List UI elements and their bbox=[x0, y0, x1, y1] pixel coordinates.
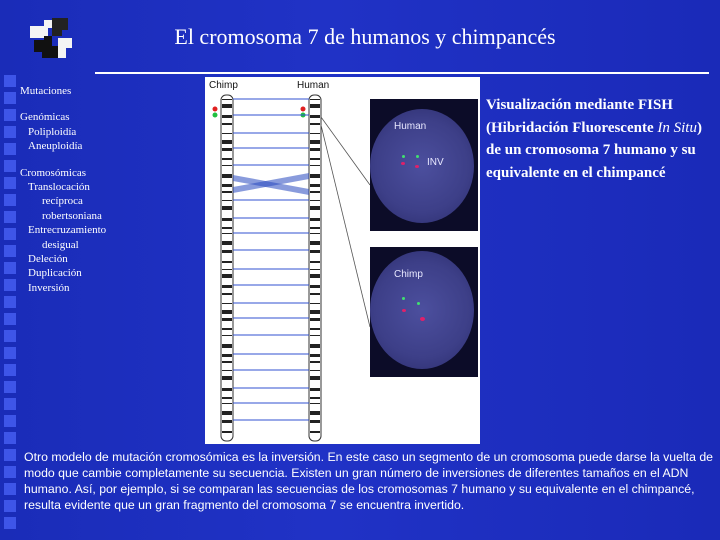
chromosome-band bbox=[310, 184, 320, 187]
chromosome-band bbox=[222, 148, 232, 151]
chromosome-band bbox=[222, 250, 232, 253]
chromosome-band bbox=[222, 206, 232, 210]
chromosome-band bbox=[310, 123, 320, 125]
chromosome-band bbox=[222, 397, 232, 399]
chromosome-band bbox=[310, 206, 320, 210]
chromosome-band bbox=[222, 376, 232, 380]
chromosome-band bbox=[222, 123, 232, 125]
decorative-square bbox=[4, 313, 16, 325]
outline-entrecruzamiento[interactable]: Entrecruzamiento bbox=[28, 224, 107, 237]
chromosome-band bbox=[222, 261, 232, 263]
fish-figure bbox=[205, 77, 480, 444]
chromosome-band bbox=[310, 344, 320, 348]
chromosome-band bbox=[310, 388, 320, 391]
chromosome-band bbox=[222, 241, 232, 245]
chromosome-band bbox=[222, 191, 232, 193]
decorative-square bbox=[4, 347, 16, 359]
chromosome-band bbox=[310, 431, 320, 433]
decorative-square bbox=[4, 143, 16, 155]
decorative-square bbox=[4, 92, 16, 104]
chromosome-band bbox=[222, 388, 232, 391]
figure-label-chimp: Chimp bbox=[209, 80, 238, 91]
body-paragraph: Otro modelo de mutación cromosómica es la inversión. En este caso un segmento de un cromosoma puede darse la vuelta de modo que cambie completamente su secuencia. Existen un gran número de inversiones de diferentes tamaños en el ADN humano. Así, por ejemplo, si se comparan las secuencias de los cromosomas 7 humano y su equivalente en el chimpancé, resulta evidente que un gran fragmento del cromosoma 7 se encuentra invertido. bbox=[24, 450, 713, 512]
fish-label-inv: INV bbox=[427, 157, 444, 168]
chromosome-band bbox=[310, 227, 320, 229]
chromosome-band bbox=[310, 99, 320, 100]
decorative-square bbox=[4, 228, 16, 240]
chromosome-band bbox=[310, 318, 320, 321]
chromosome-band bbox=[310, 397, 320, 399]
outline-mutaciones[interactable]: Mutaciones bbox=[20, 85, 72, 97]
outline-desigual: desigual bbox=[42, 238, 79, 251]
chromosome-band bbox=[222, 354, 232, 357]
chromosome-band bbox=[222, 165, 232, 166]
caption-part2: ) de un cromosoma 7 humano y su equivalente en el chimpancé bbox=[486, 119, 702, 181]
slide-title: El cromosoma 7 de humanos y chimpancés bbox=[174, 24, 556, 49]
chromosome-band bbox=[310, 261, 320, 263]
chromosome-band bbox=[222, 310, 232, 314]
chromosome-band bbox=[310, 165, 320, 166]
decorative-square bbox=[4, 177, 16, 189]
decorative-square bbox=[4, 381, 16, 393]
decorative-square bbox=[4, 109, 16, 121]
title-divider bbox=[95, 72, 709, 74]
puzzle-pieces-logo bbox=[22, 12, 80, 66]
outline-duplicacion[interactable]: Duplicación bbox=[28, 267, 82, 280]
chromosome-band bbox=[310, 269, 320, 270]
chromosome-band bbox=[222, 293, 232, 295]
outline-cromosomicas[interactable]: Cromosómicas bbox=[20, 166, 86, 179]
chromosome-band bbox=[310, 158, 320, 160]
chromosome-band bbox=[310, 403, 320, 404]
figure-caption bbox=[486, 94, 710, 184]
chromosome-band bbox=[222, 158, 232, 160]
outline-translocacion[interactable]: Translocación bbox=[28, 181, 90, 194]
chromosome-band bbox=[310, 274, 320, 278]
decorative-square bbox=[4, 330, 16, 342]
outline-poliploidia[interactable]: Poliploidía bbox=[28, 125, 77, 138]
decorative-square bbox=[4, 245, 16, 257]
topic-outline bbox=[20, 84, 106, 295]
chromosome-band bbox=[310, 148, 320, 151]
chromosome-band bbox=[222, 285, 232, 288]
chromosome-band bbox=[310, 310, 320, 314]
chromosome-band bbox=[310, 370, 320, 371]
decorative-square bbox=[4, 296, 16, 308]
chromosome-ideograms bbox=[205, 77, 375, 444]
chromosome-band bbox=[310, 420, 320, 423]
decorative-square bbox=[4, 398, 16, 410]
chromosome-band bbox=[310, 285, 320, 288]
chromosome-band bbox=[222, 115, 232, 118]
chromosome-band bbox=[222, 133, 232, 134]
fish-label-chimp: Chimp bbox=[394, 269, 423, 280]
fish-panel-chimp bbox=[370, 247, 478, 377]
chromosome-band bbox=[222, 370, 232, 371]
decorative-square bbox=[4, 364, 16, 376]
decorative-square bbox=[4, 466, 16, 478]
chromosome-band bbox=[222, 420, 232, 423]
chromosome-band bbox=[310, 115, 320, 118]
chromosome-band bbox=[222, 233, 232, 234]
chromosome-band bbox=[222, 184, 232, 187]
chromosome-band bbox=[310, 174, 320, 178]
outline-robertsoniana: robertsoniana bbox=[42, 209, 102, 222]
chromosome-band bbox=[310, 233, 320, 234]
decorative-square bbox=[4, 432, 16, 444]
chromosome-band bbox=[310, 218, 320, 221]
outline-reciproca: recíproca bbox=[42, 195, 83, 208]
decorative-square-strip bbox=[0, 75, 20, 540]
outline-aneuploidia[interactable]: Aneuploidía bbox=[28, 140, 83, 153]
fish-label-human: Human bbox=[394, 121, 427, 132]
decorative-square bbox=[4, 160, 16, 172]
chromosome-band bbox=[222, 344, 232, 348]
caption-italic: In Situ bbox=[657, 119, 697, 136]
chromosome-band bbox=[222, 274, 232, 278]
outline-delecion[interactable]: Deleción bbox=[28, 253, 68, 266]
chromosome-band bbox=[222, 174, 232, 178]
chromosome-band bbox=[310, 303, 320, 304]
chromosome-band bbox=[222, 328, 232, 330]
decorative-square bbox=[4, 279, 16, 291]
chromosome-band bbox=[222, 431, 232, 433]
decorative-square bbox=[4, 483, 16, 495]
chromosome-band bbox=[222, 403, 232, 404]
chromosome-band bbox=[222, 361, 232, 363]
decorative-square bbox=[4, 500, 16, 512]
outline-genomicas[interactable]: Genómicas bbox=[20, 111, 70, 124]
chromosome-band bbox=[222, 104, 232, 108]
chromosome-band bbox=[222, 140, 232, 144]
caption-part1: Visualización mediante FISH (Hibridación Fluorescente bbox=[486, 97, 673, 136]
chromosome-band bbox=[310, 335, 320, 336]
chromosome-band bbox=[222, 218, 232, 221]
chromosome-band bbox=[222, 411, 232, 415]
chromosome-band bbox=[310, 250, 320, 253]
chromosome-band bbox=[310, 361, 320, 363]
figure-label-human: Human bbox=[297, 80, 330, 91]
fish-panel-human bbox=[370, 99, 478, 231]
decorative-square bbox=[4, 194, 16, 206]
decorative-square bbox=[4, 262, 16, 274]
chromosome-band bbox=[310, 140, 320, 144]
chromosome-band bbox=[222, 200, 232, 201]
decorative-square bbox=[4, 449, 16, 461]
chromosome-band bbox=[222, 99, 232, 100]
chromosome-band bbox=[222, 227, 232, 229]
chromosome-band bbox=[310, 293, 320, 295]
chromosome-band bbox=[310, 191, 320, 193]
chromosome-band bbox=[222, 318, 232, 321]
chromosome-band bbox=[222, 303, 232, 304]
chromosome-band bbox=[310, 133, 320, 134]
chromosome-band bbox=[310, 104, 320, 108]
chromosome-band bbox=[310, 354, 320, 357]
decorative-square bbox=[4, 126, 16, 138]
chromosome-band bbox=[310, 411, 320, 415]
decorative-square bbox=[4, 75, 16, 87]
chromosome-band bbox=[310, 241, 320, 245]
decorative-square bbox=[4, 415, 16, 427]
chromosome-band bbox=[222, 335, 232, 336]
chromosome-band bbox=[310, 200, 320, 201]
chromosome-band bbox=[310, 328, 320, 330]
decorative-square bbox=[4, 211, 16, 223]
outline-inversion[interactable]: Inversión bbox=[28, 281, 70, 294]
chromosome-band bbox=[222, 269, 232, 270]
decorative-square bbox=[4, 517, 16, 529]
chromosome-band bbox=[310, 376, 320, 380]
